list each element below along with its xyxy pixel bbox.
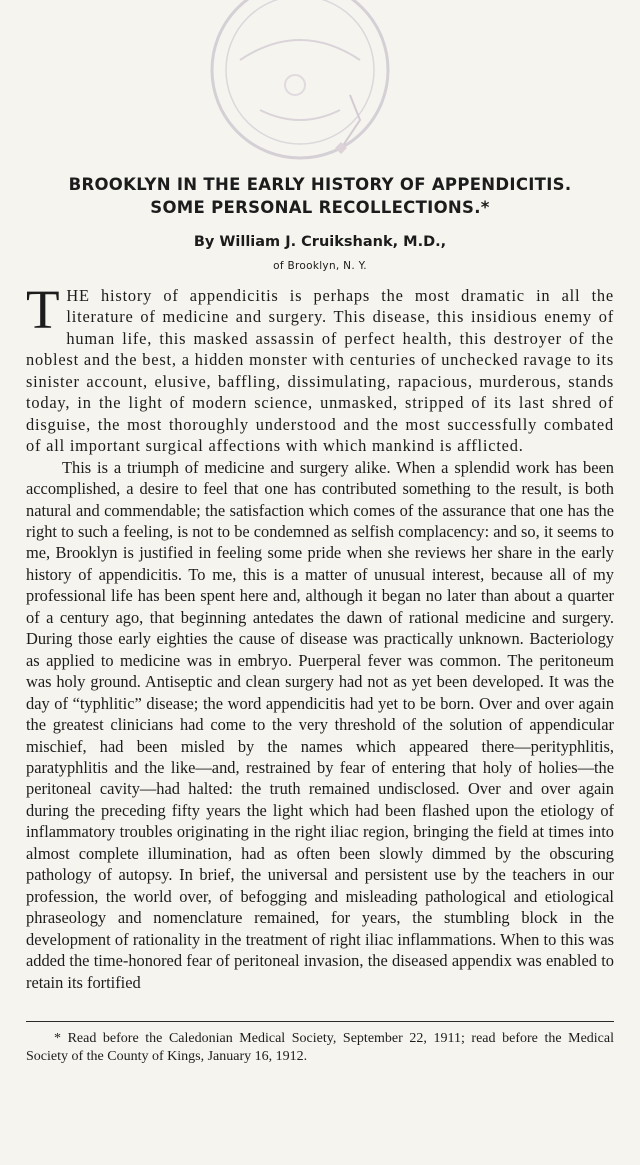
paragraph-2: This is a triumph of medicine and surgery alike. When a splendid work has been accomplished, a desire to feel that one has contributed something to the result, is both natural and commendable; the satisfaction which comes of the assurance that one has the right to such a feeling, is not to be condemned as selfish complacency: and so, it seems to me, Brooklyn is justified in feeling some pride when she reviews her share in the early history of appendicitis. To me, this is a matter of unusual interest, because all of my professional life has been spent here and, although it began no later than about a quarter of a century ago, that beginning antedates the dawn of rational medicine and surgery. During those early eighties the cause of disease was practically unknown. Bacteriology as applied to medicine was in embryo. Puerperal fever was common. The peritoneum was holy ground. Antiseptic and clean surgery had not as yet been developed. It was the day of “typhlitic” disease; the word appendicitis had yet to be born. Over and over again the greatest clinicians had come to the very threshold of the solution of appendicular mischief, had been misled by the names which appeared there—perityphlitis, paratyphlitis and the like—and, restrained by fear of entering that holy of holies—the peritoneal cavity—had halted: the truth remained undisclosed. Over and over again during the preceding fifty years the light which had been flashed upon the etiology of inflammatory troubles originating in the right iliac region, bringing the field at times into almost complete illumination, had as often been slowly dimmed by the obscuring pathology of autopsy. In brief, the universal and persistent use by the teachers in our profession, the world over, of befogging and misleading pathological and etiological phraseology and nomenclature remained, for years, the stumbling block in the development of rationality in the treatment of right iliac inflammations. When to this was added the time-honored fear of peritoneal invasion, the diseased appendix was enabled to retain its fortified [26, 457, 614, 992]
author-byline: By William J. Cruikshank, M.D., [193, 234, 447, 250]
footnote: * Read before the Caledonian Medical Society, September 22, 1911; read before the Medical Society of the County of Kings, January 16, 1912. [26, 1031, 614, 1064]
article-title-line-2: SOME PERSONAL RECOLLECTIONS.* [150, 198, 490, 217]
drop-cap: T [26, 279, 61, 340]
paragraph-1-text: HE history of appendicitis is perhaps the most dramatic in all the literature of medicine and surgery. This disease, this insidious enemy of human life, this masked assassin of perfect health, this destroyer of the noblest and the best, a hidden monster with centuries of unchecked ravage to its sinister account, elusive, baffling, dissimulating, rapacious, murderous, stands today, in the light of modern science, unmasked, stripped of its last shred of disguise, the most thoroughly understood and the most successfully combated of all important surgical affections with which mankind is afflicted. [26, 286, 614, 456]
author-affiliation: of Brooklyn, N. Y. [273, 260, 367, 272]
library-stamp-icon [200, 0, 400, 165]
article-title-line-1: BROOKLYN IN THE EARLY HISTORY OF APPENDICITIS. [68, 175, 572, 194]
footnote-divider [26, 1021, 614, 1022]
article-body [26, 279, 614, 993]
paragraph-1 [26, 279, 614, 457]
